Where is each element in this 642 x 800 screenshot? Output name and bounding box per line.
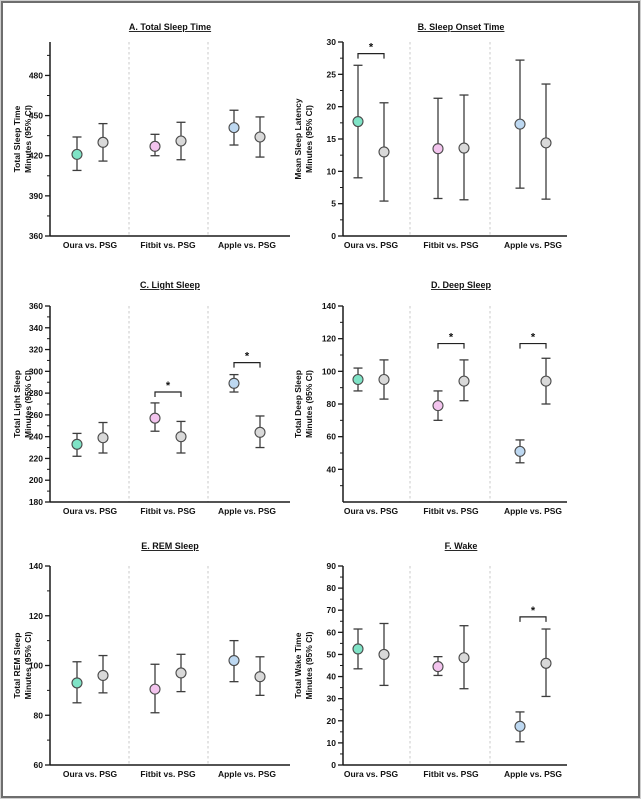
- y-tick-label: 60: [326, 627, 336, 638]
- y-tick-label: 40: [326, 671, 336, 682]
- oura-marker: [72, 678, 82, 688]
- category-label: Apple vs. PSG: [503, 769, 563, 779]
- category-label: Oura vs. PSG: [62, 506, 118, 516]
- fitbit-marker: [150, 141, 160, 151]
- y-tick-label: 25: [326, 69, 336, 80]
- y-tick-label: 15: [326, 134, 336, 144]
- panel-title: C. Light Sleep: [139, 280, 201, 290]
- category-label: Fitbit vs. PSG: [423, 506, 479, 516]
- y-axis-label: Minutes (95% CI): [304, 369, 314, 439]
- significance-asterisk: *: [165, 380, 171, 393]
- y-axis-label: Minutes (95% CI): [304, 104, 314, 174]
- y-tick-label: 20: [326, 715, 336, 726]
- y-axis-label: Total Wake Time: [293, 632, 303, 699]
- y-tick-label: 10: [326, 737, 336, 748]
- panel-title: B. Sleep Onset Time: [417, 22, 505, 32]
- apple-marker: [229, 123, 239, 133]
- fitbit-marker: [433, 144, 443, 154]
- psg-marker: [541, 138, 551, 148]
- psg-marker: [176, 668, 186, 678]
- y-tick-label: 10: [326, 166, 336, 177]
- y-tick-label: 50: [326, 649, 336, 660]
- y-tick-label: 240: [28, 431, 43, 442]
- y-tick-label: 100: [321, 366, 336, 377]
- panel-E: [12, 541, 290, 779]
- psg-marker: [379, 147, 389, 157]
- category-label: Oura vs. PSG: [343, 506, 399, 516]
- y-tick-label: 390: [28, 190, 43, 201]
- y-tick-label: 140: [28, 561, 43, 571]
- category-label: Oura vs. PSG: [62, 769, 118, 779]
- fitbit-marker: [433, 662, 443, 672]
- y-tick-label: 40: [326, 464, 336, 475]
- category-label: Fitbit vs. PSG: [140, 769, 196, 779]
- category-label: Oura vs. PSG: [62, 240, 118, 250]
- psg-marker: [176, 432, 186, 442]
- oura-marker: [72, 439, 82, 449]
- y-tick-label: 360: [28, 301, 43, 311]
- y-tick-label: 120: [28, 610, 43, 621]
- y-tick-label: 200: [28, 475, 43, 486]
- significance-bracket: [520, 617, 546, 622]
- psg-marker: [255, 672, 265, 682]
- significance-asterisk: *: [368, 41, 374, 54]
- psg-marker: [255, 427, 265, 437]
- y-tick-label: 70: [326, 605, 336, 616]
- y-tick-label: 450: [28, 110, 43, 121]
- category-label: Fitbit vs. PSG: [423, 240, 479, 250]
- fitbit-marker: [150, 413, 160, 423]
- category-label: Apple vs. PSG: [503, 506, 563, 516]
- y-tick-label: 360: [28, 231, 43, 241]
- y-tick-label: 60: [326, 431, 336, 442]
- psg-marker: [459, 143, 469, 153]
- y-tick-label: 80: [33, 710, 43, 721]
- y-tick-label: 90: [326, 561, 336, 571]
- psg-marker: [459, 376, 469, 386]
- psg-marker: [98, 137, 108, 147]
- fitbit-marker: [150, 684, 160, 694]
- y-tick-label: 220: [28, 453, 43, 464]
- category-label: Oura vs. PSG: [343, 769, 399, 779]
- category-label: Apple vs. PSG: [217, 240, 277, 250]
- significance-bracket: [234, 363, 260, 368]
- psg-marker: [541, 658, 551, 668]
- y-axis-label: Minutes (95% CI): [304, 631, 314, 700]
- oura-marker: [353, 375, 363, 385]
- psg-marker: [379, 375, 389, 385]
- psg-marker: [541, 376, 551, 386]
- panel-F: [293, 541, 567, 779]
- y-axis-label: Total Light Sleep: [12, 370, 22, 438]
- y-axis-label: Minutes (95% CI): [23, 104, 33, 174]
- y-tick-label: 280: [28, 388, 43, 399]
- y-tick-label: 100: [28, 660, 43, 671]
- significance-bracket: [155, 392, 181, 397]
- y-axis-label: Total Deep Sleep: [293, 370, 303, 438]
- category-label: Fitbit vs. PSG: [140, 506, 196, 516]
- panel-C: [12, 280, 290, 516]
- y-tick-label: 300: [28, 366, 43, 377]
- y-axis-label: Minutes (95% CI): [23, 369, 33, 439]
- apple-marker: [229, 656, 239, 666]
- y-tick-label: 0: [331, 231, 336, 241]
- y-tick-label: 140: [321, 301, 336, 311]
- category-label: Apple vs. PSG: [503, 240, 563, 250]
- y-axis-label: Minutes (95% CI): [23, 631, 33, 700]
- apple-marker: [229, 378, 239, 388]
- psg-marker: [98, 670, 108, 680]
- panel-title: F. Wake: [444, 541, 478, 551]
- category-label: Apple vs. PSG: [217, 506, 277, 516]
- y-tick-label: 420: [28, 150, 43, 161]
- psg-marker: [255, 132, 265, 142]
- y-tick-label: 80: [326, 399, 336, 409]
- y-axis-label: Mean Sleep Latency: [293, 98, 303, 180]
- psg-marker: [459, 653, 469, 663]
- significance-bracket: [438, 344, 464, 349]
- panel-title: A. Total Sleep Time: [128, 22, 212, 32]
- panel-title: E. REM Sleep: [141, 541, 199, 551]
- panel-D: [293, 280, 567, 516]
- y-tick-label: 30: [326, 693, 336, 704]
- significance-asterisk: *: [244, 350, 250, 363]
- oura-marker: [353, 644, 363, 654]
- fitbit-marker: [433, 401, 443, 411]
- y-tick-label: 320: [28, 344, 43, 355]
- y-tick-label: 30: [326, 37, 336, 47]
- y-tick-label: 80: [326, 583, 336, 594]
- y-tick-label: 20: [326, 101, 336, 112]
- apple-marker: [515, 119, 525, 129]
- apple-marker: [515, 446, 525, 456]
- y-tick-label: 180: [28, 497, 43, 507]
- psg-marker: [98, 433, 108, 443]
- significance-asterisk: *: [530, 331, 536, 344]
- significance-asterisk: *: [530, 604, 536, 617]
- category-label: Fitbit vs. PSG: [423, 769, 479, 779]
- significance-bracket: [358, 54, 384, 59]
- psg-marker: [176, 136, 186, 146]
- category-label: Oura vs. PSG: [343, 240, 399, 250]
- y-axis-label: Total REM Sleep: [12, 632, 22, 699]
- y-tick-label: 340: [28, 322, 43, 333]
- apple-marker: [515, 721, 525, 731]
- significance-asterisk: *: [448, 331, 454, 344]
- category-label: Apple vs. PSG: [217, 769, 277, 779]
- category-label: Fitbit vs. PSG: [140, 240, 196, 250]
- significance-bracket: [520, 344, 546, 349]
- panel-A: [12, 22, 290, 250]
- oura-marker: [353, 117, 363, 127]
- y-tick-label: 60: [33, 760, 43, 770]
- oura-marker: [72, 149, 82, 159]
- panel-title: D. Deep Sleep: [430, 280, 492, 290]
- panel-B: [293, 22, 567, 250]
- y-tick-label: 0: [331, 760, 336, 770]
- y-tick-label: 120: [321, 333, 336, 344]
- y-tick-label: 5: [331, 198, 336, 209]
- y-tick-label: 260: [28, 409, 43, 420]
- y-tick-label: 480: [28, 70, 43, 81]
- y-axis-label: Total Sleep Time: [12, 105, 22, 173]
- psg-marker: [379, 649, 389, 659]
